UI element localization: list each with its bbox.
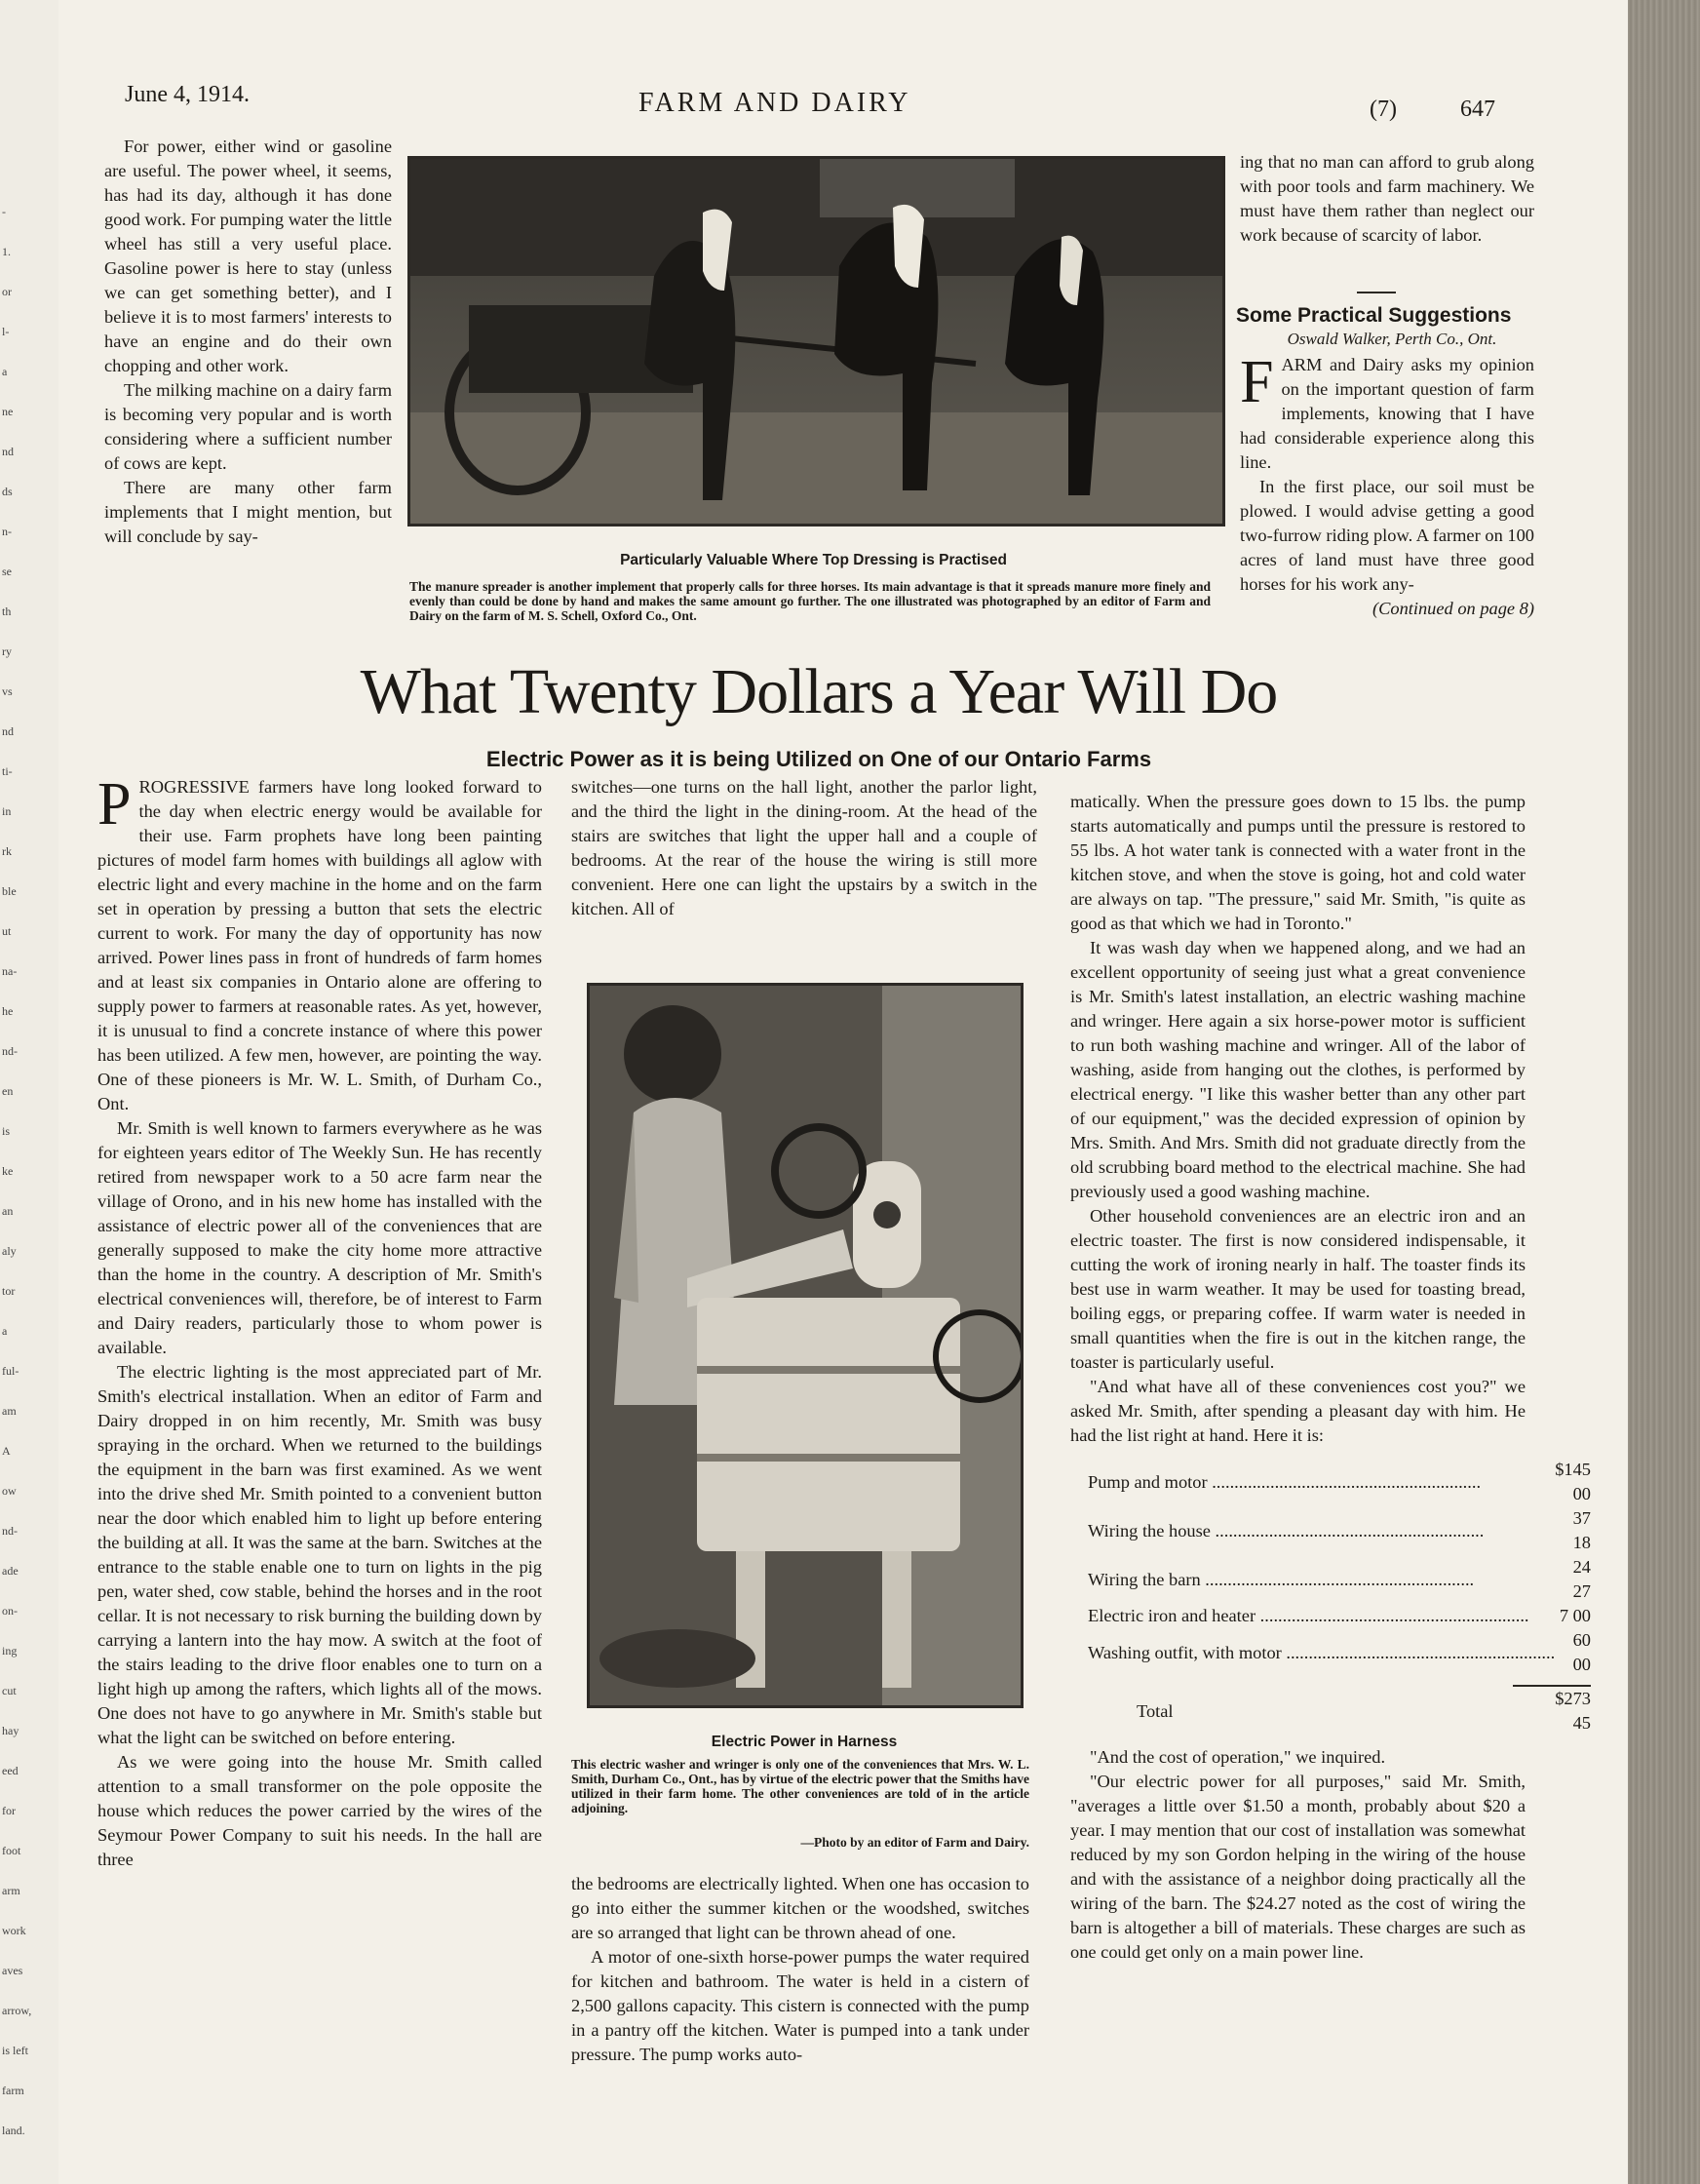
cost-row [1088, 1506, 1591, 1555]
cost-amount: 7 00 [1559, 1606, 1591, 1625]
adjacent-page-fragment: ke [2, 1164, 14, 1178]
manure-spreader-photo [407, 156, 1225, 526]
adjacent-page-fragment: ful- [2, 1364, 19, 1378]
washer-photo-caption: This electric washer and wringer is only one of the conveniences that Mrs. W. L. Smith, Durham Co., Ont., has by virtue of the electric power that the Smiths have utilized in their farm home. The other conveniences are told of in the article adjoining. [571, 1757, 1029, 1815]
adjacent-page-fragment: ds [2, 485, 13, 498]
adjacent-page-fragment: aly [2, 1244, 17, 1258]
masthead: FARM AND DAIRY [638, 88, 911, 118]
photo-credit: —Photo by an editor of Farm and Dairy. [800, 1835, 1029, 1850]
adjacent-page-fragment: arrow, [2, 2004, 32, 2017]
adjacent-page-fragment: am [2, 1404, 17, 1418]
page-code: (7) [1370, 97, 1397, 122]
paragraph: Mr. Smith is well known to farmers everywhere as he was for eighteen years editor of The Weekly Sun. He has recently retired from newspaper work to a 50 acre farm near the village of Orono, and in his new home has installed with the assistance of electric power all of the conveniences that are generally supposed to make the city home more attractive than the home in the country. A description of Mr. Smith's electrical conveniences will, therefore, be of interest to Farm and Dairy readers, particularly those to whom power is available. [97, 1118, 542, 1357]
top-photo-caption: The manure spreader is another implement that properly calls for three horses. Its main advantage is that it spreads manure more finely and evenly than could be done by hand and makes the same amount go further. The one illustrated was photographed by an editor of Farm and Dairy on the farm of M. S. Schell, Oxford Co., Ont. [409, 579, 1211, 623]
paragraph: Other household conveniences are an electric iron and an electric toaster. The first is now considered indispensable, it cutting the work of ironing nearly in half. The toaster finds its best use in warm weather. It may be used for toasting bread, boiling eggs, or preparing coffee. If warm water is needed in small quantities when the fire is out in the kitchen range, the toaster is particularly useful. [1070, 1206, 1526, 1372]
paragraph: ROGRESSIVE farmers have long looked forward to the day when electric energy would be available for their use. Farm prophets have long been painting pictures of model farm homes with buildings all aglow with electric light and every machine in the home and on the farm set in operation by pressing a button that sets the electric current to work. For many the day of opportunity has now arrived. Power lines pass in front of hundreds of farm homes and at least six companies in Ontario alone are offering to supply power to farmers at reasonable rates. As yet, however, it is unusual to find a concrete instance of where this power has been utilized. A few men, however, are pointing the way. One of these pioneers is Mr. W. L. Smith, of Durham Co., Ont. [97, 777, 542, 1113]
adjacent-page-fragment: nd- [2, 1044, 18, 1058]
adjacent-page-fragment: l- [2, 325, 10, 338]
adjacent-page-fragment: A [2, 1444, 11, 1458]
adjacent-page-fragment: 1. [2, 245, 11, 258]
adjacent-page-fragment: en [2, 1084, 14, 1098]
woman-washer-image [590, 986, 1021, 1705]
paragraph: A motor of one-sixth horse-power pumps the water required for kitchen and bathroom. The water is held in a cistern of 2,500 gallons capacity. This cistern is connected with the pump in a pantry off the kitchen. Water is pumped into a tank under pressure. The pump works auto- [571, 1947, 1029, 2064]
article-column-2-bottom [571, 1872, 1029, 2067]
adjacent-page-fragment: na- [2, 964, 18, 978]
adjacent-page-fragment: vs [2, 684, 13, 698]
adjacent-page-fragment: a [2, 365, 8, 378]
article-column-1 [97, 771, 542, 1872]
adjacent-page-fragment: on- [2, 1604, 18, 1618]
cost-item: Pump and motor ............................................................ [1088, 1471, 1482, 1492]
paragraph: "Our electric power for all purposes," said Mr. Smith, "averages a little over $1.50 a month, probably about $20 a year. I may mention that our cost of installation was somewhat reduced by my son Gordon helping in the wiring of the house and with the assistance of a neighbor doing practically all the wiring of the barn. The $24.27 noted as the cost of wiring the barn is altogether a bill of materials. These charges are such as one could get only on a main power line. [1070, 1772, 1526, 1962]
article-column-2-top [571, 775, 1037, 921]
paragraph: The milking machine on a dairy farm is becoming very popular and is worth considering where a sufficient number of cows are kept. [104, 380, 392, 473]
suggestions-body [1240, 349, 1534, 621]
paragraph: "And what have all of these conveniences cost you?" we asked Mr. Smith, after spending a pleasant day with him. He had the list right at hand. Here it is: [1070, 1377, 1526, 1445]
adjacent-page-fragment: a [2, 1324, 8, 1338]
paragraph: In the first place, our soil must be plowed. I would advise getting a good two-furrow riding plow. A farmer on 100 acres of land must have three good horses for his work any- [1240, 477, 1534, 594]
adjacent-page-fragment: ry [2, 644, 12, 658]
adjacent-page-fragment: nd [2, 445, 14, 458]
adjacent-page-fragment: ble [2, 884, 17, 898]
adjacent-page-fragment: se [2, 565, 12, 578]
top-photo-heading: Particularly Valuable Where Top Dressing is Practised [620, 552, 1007, 568]
total-row [1088, 1687, 1591, 1736]
adjacent-page-fragment: he [2, 1004, 14, 1018]
cost-table [1088, 1458, 1591, 1736]
section-rule [1357, 292, 1396, 293]
adjacent-page-fragment: an [2, 1204, 14, 1218]
total-label: Total [1137, 1700, 1174, 1721]
total-amount: $273 45 [1555, 1689, 1591, 1733]
adjacent-page-fragment: ow [2, 1484, 17, 1498]
cost-amount: 37 18 [1572, 1508, 1591, 1552]
adjacent-page-fragment: ti- [2, 764, 13, 778]
book-edge [1628, 0, 1700, 2184]
adjacent-page-fragment: aves [2, 1964, 23, 1977]
article-column-3 [1070, 790, 1591, 1965]
adjacent-page-fragment: nd- [2, 1524, 18, 1538]
adjacent-page-fragment: th [2, 604, 12, 618]
paragraph: "And the cost of operation," we inquired. [1090, 1747, 1386, 1767]
adjacent-page-fragment: eed [2, 1764, 19, 1777]
paragraph: matically. When the pressure goes down to 15 lbs. the pump starts automatically and pumps until the pressure is restored to 55 lbs. A hot water tank is connected with a water front in the kitchen stove, and when the stove is going, hot and cold water are always on tap. "The pressure," said Mr. Smith, "is quite as good as that which we had in Toronto." [1070, 792, 1526, 933]
adjacent-page-fragment: is [2, 1124, 11, 1138]
section-heading: Some Practical Suggestions [1236, 304, 1512, 327]
adjacent-page-fragment: or [2, 285, 12, 298]
byline: Oswald Walker, Perth Co., Ont. [1287, 330, 1497, 348]
top-left-column [104, 135, 392, 549]
washer-photo-heading: Electric Power in Harness [711, 1734, 898, 1750]
adjacent-page-fragment: arm [2, 1884, 20, 1897]
adjacent-page-fragment: tor [2, 1284, 16, 1298]
adjacent-page-fragment: ut [2, 924, 12, 938]
adjacent-page-fragment: hay [2, 1724, 19, 1737]
horses-spreader-image [410, 159, 1222, 524]
continued-note: (Continued on page 8) [1372, 599, 1534, 618]
article-headline: What Twenty Dollars a Year Will Do [360, 656, 1278, 727]
adjacent-page-fragment: - [2, 205, 6, 218]
article-subhead: Electric Power as it is being Utilized on One of our Ontario Farms [485, 747, 1152, 771]
washing-machine-photo [587, 983, 1024, 1708]
adjacent-page-strip [0, 0, 61, 2184]
issue-date: June 4, 1914. [125, 82, 250, 107]
adjacent-page-fragment: in [2, 804, 12, 818]
paragraph: As we were going into the house Mr. Smith called attention to a small transformer on the pole opposite the house which reduces the power carried by the wires of the Seymour Power Company to suit his needs. In the hall are three [97, 1752, 542, 1869]
cost-row [1088, 1458, 1591, 1506]
cost-item: Wiring the barn ............................................................ [1088, 1569, 1475, 1589]
paragraph: ing that no man can afford to grub along with poor tools and farm machinery. We must have them rather than neglect our work because of scarcity of labor. [1240, 152, 1534, 245]
drop-cap: P [97, 771, 132, 838]
cost-item: Washing outfit, with motor ............................................................ [1088, 1642, 1556, 1662]
paragraph: There are many other farm implements that I might mention, but will conclude by say- [104, 478, 392, 546]
cost-amount: 60 00 [1572, 1630, 1591, 1674]
cost-row [1088, 1555, 1591, 1604]
adjacent-page-fragment: ing [2, 1644, 18, 1658]
page-number: 647 [1460, 97, 1495, 122]
adjacent-page-fragment: ne [2, 405, 14, 418]
adjacent-page-fragment: work [2, 1924, 26, 1937]
adjacent-page-fragment: ade [2, 1564, 19, 1578]
paragraph: ARM and Dairy asks my opinion on the important question of farm implements, knowing that I have had considerable experience along this line. [1240, 355, 1534, 472]
top-right-column [1240, 150, 1534, 248]
paragraph: switches—one turns on the hall light, another the parlor light, and the third the light in the dining-room. At the head of the stairs are switches that light the upper hall and a couple of bedrooms. At the rear of the house the wiring is still more convenient. Here one can light the upstairs by a switch in the kitchen. All of [571, 777, 1037, 918]
cost-amount: 24 27 [1572, 1557, 1591, 1601]
adjacent-page-fragment: land. [2, 2124, 25, 2137]
adjacent-page-fragment: foot [2, 1844, 21, 1857]
cost-row [1088, 1628, 1591, 1677]
paragraph: It was wash day when we happened along, and we had an excellent opportunity of seeing just what a great convenience is Mr. Smith's latest installation, an electric washing machine and wringer. Here again a six horse-power motor is sufficient to run both washing machine and wringer. All of the labor of washing, aside from hanging out the clothes, is performed by electrical energy. "I like this washer better than any other part of our equipment," was the decided expression of opinion by Mrs. Smith. And Mrs. Smith did not graduate directly from the old scrubbing board method to the electrical machine. She had previously used a good washing machine. [1070, 938, 1526, 1201]
drop-cap: F [1240, 349, 1274, 415]
cost-item: Wiring the house ............................................................ [1088, 1520, 1485, 1540]
adjacent-page-fragment: n- [2, 525, 12, 538]
adjacent-page-fragment: is left [2, 2044, 28, 2057]
paragraph: For power, either wind or gasoline are useful. The power wheel, it seems, has had its day, although it has done good work. For pumping water the little wheel has still a very useful place. Gasoline power is here to stay (unless we can get something better), and I believe it is to most farmers' interests to have an engine and do their own chopping and other work. [104, 136, 392, 375]
cost-item: Electric iron and heater ............................................................ [1088, 1606, 1529, 1625]
paragraph: the bedrooms are electrically lighted. When one has occasion to go into either the summer kitchen or the woodshed, switches are so arranged that light can be thrown ahead of one. [571, 1874, 1029, 1942]
cost-row [1088, 1604, 1591, 1628]
adjacent-page-fragment: farm [2, 2084, 24, 2097]
cost-amount: $145 00 [1555, 1460, 1591, 1503]
adjacent-page-fragment: for [2, 1804, 16, 1817]
adjacent-page-fragment: cut [2, 1684, 17, 1697]
adjacent-page-fragment: nd [2, 724, 14, 738]
adjacent-page-fragment: rk [2, 844, 12, 858]
paragraph: The electric lighting is the most appreciated part of Mr. Smith's electrical installation. When an editor of Farm and Dairy dropped in on him recently, Mr. Smith was busy spraying in the orchard. When we returned to the buildings the equipment in the barn was first examined. As we went into the drive shed Mr. Smith pointed to a convenient button near the door which enabled him to light up before entering the building at all. It was the same at the barn. Switches at the entrance to the stable enable one to turn on lights in the pig pen, water shed, cow stable, behind the horses and in the root cellar. It is not necessary to risk burning the building down by carrying a lantern into the hay mow. A switch at the foot of the stairs leading to the drive floor enables one to turn on a light high up among the rafters, which lights all of the mows. One does not have to go anywhere in Mr. Smith's stable but what the light can be switched on before entering. [97, 1362, 542, 1747]
